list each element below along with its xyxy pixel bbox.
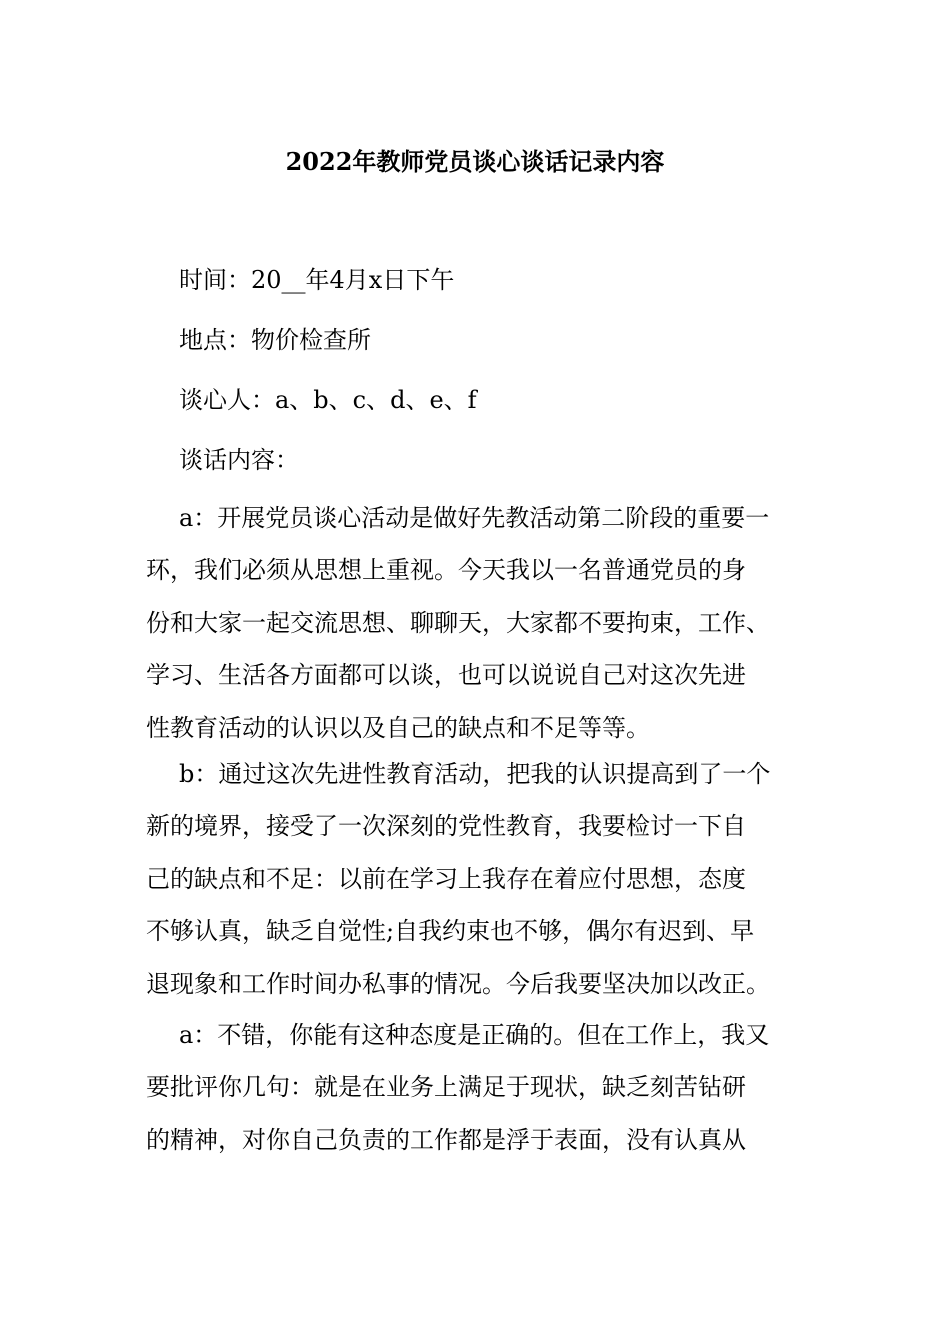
paragraph-2 <box>146 748 806 1010</box>
paragraph-1 <box>146 492 806 754</box>
paragraph-line: 学习、生活各方面都可以谈，也可以说说自己对这次先进 <box>146 661 746 690</box>
paragraph-line: a：开展党员谈心活动是做好先教活动第二阶段的重要一 <box>179 504 770 532</box>
paragraph-line: 新的境界，接受了一次深刻的党性教育，我要检讨一下自 <box>146 812 746 841</box>
meta-content-label: 谈话内容： <box>179 446 299 474</box>
document-title: 2022年教师党员谈心谈话记录内容 <box>285 147 665 176</box>
meta-place: 地点：物价检查所 <box>179 326 371 354</box>
paragraph-line: a：不错，你能有这种态度是正确的。但在工作上，我又 <box>179 1021 770 1049</box>
meta-time: 时间：20__年4月x日下午 <box>179 266 455 294</box>
paragraph-line: 性教育活动的认识以及自己的缺点和不足等等。 <box>146 713 650 742</box>
paragraph-line: 退现象和工作时间办私事的情况。今后我要坚决加以改正。 <box>146 969 770 998</box>
meta-people: 谈心人：a、b、c、d、e、f <box>179 386 477 414</box>
paragraph-line: 要批评你几句：就是在业务上满足于现状，缺乏刻苦钻研 <box>146 1073 746 1102</box>
paragraph-3 <box>146 1009 806 1166</box>
paragraph-line: 份和大家一起交流思想、聊聊天，大家都不要拘束，工作、 <box>146 608 770 637</box>
paragraph-line: 环，我们必须从思想上重视。今天我以一名普通党员的身 <box>146 556 746 585</box>
paragraph-line: 的精神，对你自己负责的工作都是浮于表面，没有认真从 <box>146 1125 746 1154</box>
paragraph-line: 己的缺点和不足：以前在学习上我存在着应付思想，态度 <box>146 864 746 893</box>
paragraph-line: 不够认真，缺乏自觉性;自我约束也不够，偶尔有迟到、早 <box>146 917 755 946</box>
paragraph-line: b：通过这次先进性教育活动，把我的认识提高到了一个 <box>179 760 771 788</box>
